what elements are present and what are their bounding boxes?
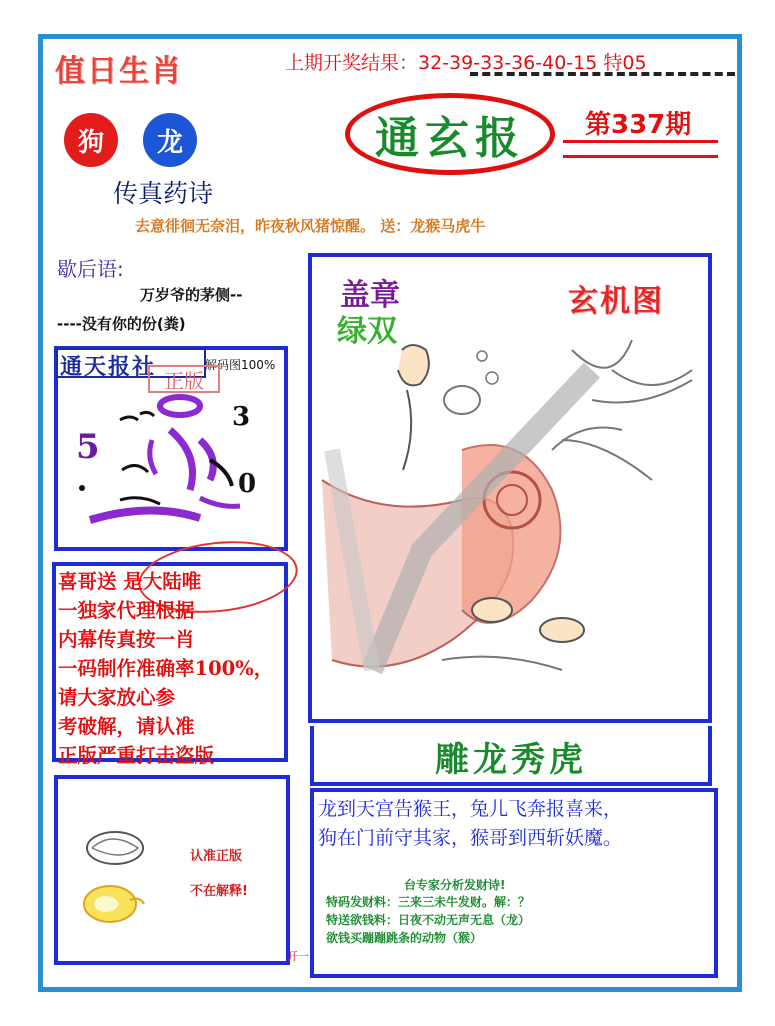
result-underline xyxy=(470,72,735,76)
stamp-label-2: 绿双 xyxy=(337,314,397,349)
expert-line-1: 特码发财料：三来三未牛发财。解：？ xyxy=(326,895,531,909)
saying-label: 歇后语: xyxy=(57,257,124,281)
zodiac-badge-dog: 狗 xyxy=(64,113,118,167)
fax-poem-title: 传真药诗 xyxy=(113,179,214,208)
decode-tag: 解码图100% xyxy=(205,358,276,372)
genuine-stamp: 正版 xyxy=(148,365,220,393)
page-mark: 开一 xyxy=(287,950,309,963)
genuine-notice-line-2: 不在解释! xyxy=(190,884,248,899)
masthead-title: 通玄报 xyxy=(375,113,525,164)
svg-text:0: 0 xyxy=(238,469,257,499)
expert-line-2: 特送欲钱料：日夜不动无声无息（龙） xyxy=(326,913,531,927)
poem-text xyxy=(318,795,712,853)
ad-line-3: 内幕传真按一肖 xyxy=(58,628,195,651)
mystery-picture-title: 玄机图 xyxy=(568,284,664,319)
ad-line-4: 一码制作准确率100%，请大家放心参 xyxy=(58,657,274,709)
masthead-oval xyxy=(345,93,555,175)
expert-title: 台专家分析发财诗! xyxy=(404,878,506,892)
poem-line-1: 龙到天宫告猴王，兔儿飞奔报喜来， xyxy=(318,798,623,820)
saying-line-1: 万岁爷的茅侧-- xyxy=(140,286,243,304)
ad-line-5: 考破解，请认准 xyxy=(58,715,195,738)
saying-line-2: ----没有你的份(粪) xyxy=(57,315,186,333)
last-draw-result: 上期开奖结果：32-39-33-36-40-15 特05 xyxy=(285,52,647,74)
expert-line-3: 欲钱买蹦蹦跳条的动物（猴） xyxy=(326,931,483,945)
decode-sketch-art xyxy=(60,380,282,545)
issue-double-line xyxy=(563,140,718,158)
ad-text xyxy=(58,567,286,770)
fax-poem-line: 去意徘徊无奈泪，昨夜秋风猪惊醒。 送：龙猴马虎牛 xyxy=(135,217,486,235)
ad-line-1: 喜哥送 是大陆唯 xyxy=(58,570,202,593)
ad-line-2: 一独家代理根据 xyxy=(58,599,195,622)
duty-zodiac-title: 值日生肖 xyxy=(55,54,183,89)
ad-line-6: 正版严重打击盗版 xyxy=(58,744,215,767)
mystery-picture-art xyxy=(312,330,710,720)
phrase-title: 雕龙秀虎 xyxy=(435,740,587,780)
stamp-label-1: 盖章 xyxy=(340,278,400,313)
tongtian-title: 通天报社 xyxy=(60,354,157,380)
genuine-notice-line-1: 认准正版 xyxy=(190,849,243,864)
zodiac-badge-dragon: 龙 xyxy=(143,113,197,167)
issue-number: 第337期 xyxy=(585,110,692,140)
svg-text:3: 3 xyxy=(232,402,251,432)
svg-text:5: 5 xyxy=(76,427,100,467)
poem-line-2: 狗在门前守其家，猴哥到西斩妖魔。 xyxy=(318,827,623,849)
mascot-art xyxy=(70,820,180,940)
